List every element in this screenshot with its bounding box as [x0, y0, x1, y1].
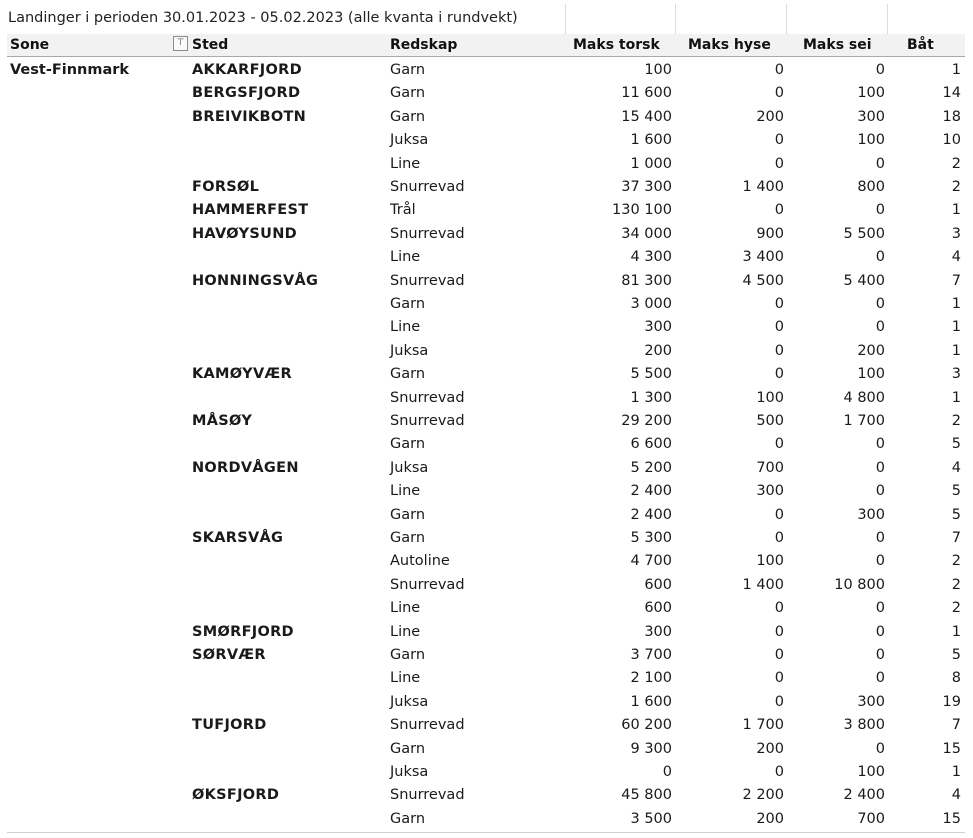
- maks-sei-cell: 5 400: [843, 272, 885, 289]
- maks-torsk-cell: 5 500: [630, 366, 672, 383]
- maks-hyse-cell: 0: [774, 506, 784, 523]
- maks-sei-cell: 0: [875, 155, 885, 172]
- bat-cell: 2: [951, 600, 961, 617]
- redskap-cell: Snurrevad: [390, 576, 465, 593]
- sted-cell: MÅSØY: [192, 413, 253, 429]
- bat-cell: 1: [951, 764, 961, 780]
- bat-cell: 5: [951, 483, 961, 500]
- sted-cell: AKKARFJORD: [192, 62, 302, 78]
- sted-cell: SKARSVÅG: [192, 530, 284, 546]
- maks-torsk-cell: 9 300: [630, 740, 672, 757]
- bat-cell: 1: [951, 319, 961, 336]
- maks-hyse-cell: 2 200: [742, 787, 784, 804]
- maks-hyse-cell: 0: [774, 155, 784, 172]
- maks-sei-cell: 0: [875, 249, 885, 266]
- bat-cell: 5: [951, 506, 961, 523]
- maks-torsk-cell: 3 700: [630, 647, 672, 663]
- redskap-cell: Garn: [390, 506, 426, 523]
- maks-sei-cell: 0: [875, 436, 885, 453]
- maks-hyse-cell: 200: [756, 740, 784, 757]
- maks-hyse-cell: 0: [774, 647, 784, 663]
- redskap-cell: Garn: [390, 108, 426, 125]
- maks-torsk-cell: 0: [662, 764, 672, 780]
- cell-divider: [786, 4, 787, 34]
- cell-divider: [887, 4, 888, 34]
- column-header-maks-hyse[interactable]: Maks hyse: [688, 37, 771, 53]
- bat-cell: 1: [951, 62, 961, 78]
- bat-cell: 4: [951, 787, 961, 804]
- bat-cell: 10: [942, 132, 961, 149]
- maks-torsk-cell: 4 300: [630, 249, 672, 266]
- redskap-cell: Garn: [390, 296, 426, 312]
- table-row[interactable]: [7, 644, 965, 667]
- table-row[interactable]: [7, 59, 965, 82]
- table-row[interactable]: [7, 387, 965, 410]
- bat-cell: 19: [942, 693, 961, 710]
- maks-sei-cell: 4 800: [843, 389, 885, 406]
- redskap-cell: Line: [390, 623, 421, 640]
- maks-sei-cell: 100: [857, 366, 885, 383]
- table-row[interactable]: [7, 527, 965, 550]
- bat-cell: 2: [951, 576, 961, 593]
- bat-cell: 8: [951, 670, 961, 687]
- maks-torsk-cell: 60 200: [621, 717, 672, 734]
- table-row[interactable]: [7, 550, 965, 573]
- table-bottom-border: [7, 832, 965, 833]
- maks-torsk-cell: 200: [644, 342, 672, 359]
- table-row[interactable]: [7, 176, 965, 199]
- column-header-sone[interactable]: Sone: [10, 37, 50, 53]
- table-row[interactable]: [7, 808, 965, 831]
- sted-cell: BERGSFJORD: [192, 85, 301, 102]
- table-row[interactable]: [7, 738, 965, 761]
- maks-torsk-cell: 600: [644, 576, 672, 593]
- maks-sei-cell: 0: [875, 623, 885, 640]
- redskap-cell: Autoline: [390, 553, 450, 570]
- maks-hyse-cell: 4 500: [742, 272, 784, 289]
- maks-hyse-cell: 200: [756, 810, 784, 827]
- redskap-cell: Line: [390, 155, 421, 172]
- table-row[interactable]: [7, 129, 965, 152]
- table-row[interactable]: [7, 270, 965, 293]
- maks-hyse-cell: 1 700: [742, 717, 784, 734]
- maks-torsk-cell: 300: [644, 623, 672, 640]
- table-row[interactable]: [7, 761, 965, 784]
- maks-hyse-cell: 100: [756, 553, 784, 570]
- maks-torsk-cell: 45 800: [621, 787, 672, 804]
- sted-cell: FORSØL: [192, 179, 260, 195]
- maks-sei-cell: 0: [875, 296, 885, 312]
- sted-cell: HAVØYSUND: [192, 225, 297, 242]
- redskap-cell: Snurrevad: [390, 272, 465, 289]
- maks-hyse-cell: 500: [756, 413, 784, 429]
- maks-sei-cell: 3 800: [843, 717, 885, 734]
- bat-cell: 3: [951, 225, 961, 242]
- table-row[interactable]: [7, 199, 965, 222]
- redskap-cell: Juksa: [390, 693, 429, 710]
- maks-torsk-cell: 15 400: [621, 108, 672, 125]
- maks-sei-cell: 0: [875, 553, 885, 570]
- maks-sei-cell: 10 800: [834, 576, 885, 593]
- maks-hyse-cell: 0: [774, 62, 784, 78]
- maks-sei-cell: 300: [857, 108, 885, 125]
- maks-torsk-cell: 37 300: [621, 179, 672, 195]
- redskap-cell: Garn: [390, 740, 426, 757]
- maks-hyse-cell: 0: [774, 342, 784, 359]
- table-header: [7, 34, 965, 57]
- maks-hyse-cell: 200: [756, 108, 784, 125]
- bat-cell: 5: [951, 647, 961, 663]
- maks-torsk-cell: 600: [644, 600, 672, 617]
- bat-cell: 1: [951, 389, 961, 406]
- maks-hyse-cell: 0: [774, 85, 784, 102]
- sted-cell: HAMMERFEST: [192, 202, 309, 219]
- maks-hyse-cell: 0: [774, 366, 784, 383]
- maks-sei-cell: 100: [857, 764, 885, 780]
- sted-cell: SMØRFJORD: [192, 623, 294, 640]
- redskap-cell: Snurrevad: [390, 225, 465, 242]
- bat-cell: 5: [951, 436, 961, 453]
- maks-hyse-cell: 0: [774, 296, 784, 312]
- maks-torsk-cell: 2 100: [630, 670, 672, 687]
- maks-torsk-cell: 1 000: [630, 155, 672, 172]
- maks-torsk-cell: 300: [644, 319, 672, 336]
- table-row[interactable]: [7, 340, 965, 363]
- redskap-cell: Juksa: [390, 764, 429, 780]
- redskap-cell: Snurrevad: [390, 717, 465, 734]
- maks-sei-cell: 0: [875, 483, 885, 500]
- column-header-sted[interactable]: Sted: [192, 37, 229, 53]
- redskap-cell: Juksa: [390, 132, 429, 149]
- sted-cell: KAMØYVÆR: [192, 366, 292, 383]
- maks-hyse-cell: 300: [756, 483, 784, 500]
- maks-sei-cell: 2 400: [843, 787, 885, 804]
- bat-cell: 7: [951, 272, 961, 289]
- bat-cell: 1: [951, 623, 961, 640]
- table-row[interactable]: [7, 153, 965, 176]
- maks-torsk-cell: 5 300: [630, 530, 672, 546]
- sone-cell: Vest-Finnmark: [10, 62, 130, 78]
- table-row[interactable]: [7, 293, 965, 316]
- sted-cell: NORDVÅGEN: [192, 459, 299, 476]
- table-row[interactable]: [7, 457, 965, 480]
- maks-hyse-cell: 0: [774, 623, 784, 640]
- column-header-bat[interactable]: Båt: [907, 37, 934, 53]
- table-row[interactable]: [7, 106, 965, 129]
- bat-cell: 2: [951, 413, 961, 429]
- redskap-cell: Line: [390, 670, 421, 687]
- maks-sei-cell: 800: [857, 179, 885, 195]
- maks-sei-cell: 0: [875, 600, 885, 617]
- maks-hyse-cell: 0: [774, 693, 784, 710]
- maks-torsk-cell: 5 200: [630, 459, 672, 476]
- maks-hyse-cell: 0: [774, 202, 784, 219]
- redskap-cell: Snurrevad: [390, 179, 465, 195]
- bat-cell: 4: [951, 249, 961, 266]
- maks-torsk-cell: 4 700: [630, 553, 672, 570]
- maks-hyse-cell: 3 400: [742, 249, 784, 266]
- table-row[interactable]: [7, 667, 965, 690]
- maks-sei-cell: 300: [857, 693, 885, 710]
- table-row[interactable]: [7, 691, 965, 714]
- maks-torsk-cell: 29 200: [621, 413, 672, 429]
- bat-cell: 15: [942, 740, 961, 757]
- bat-cell: 2: [951, 179, 961, 195]
- maks-torsk-cell: 2 400: [630, 506, 672, 523]
- cell-divider: [565, 4, 566, 34]
- maks-torsk-cell: 3 000: [630, 296, 672, 312]
- maks-sei-cell: 100: [857, 85, 885, 102]
- table-row[interactable]: [7, 363, 965, 386]
- maks-sei-cell: 0: [875, 62, 885, 78]
- maks-torsk-cell: 2 400: [630, 483, 672, 500]
- maks-hyse-cell: 100: [756, 389, 784, 406]
- bat-cell: 7: [951, 530, 961, 546]
- sted-cell: SØRVÆR: [192, 647, 266, 663]
- maks-hyse-cell: 0: [774, 436, 784, 453]
- maks-sei-cell: 5 500: [843, 225, 885, 242]
- cell-divider: [675, 4, 676, 34]
- maks-torsk-cell: 100: [644, 62, 672, 78]
- redskap-cell: Snurrevad: [390, 413, 465, 429]
- bat-cell: 2: [951, 553, 961, 570]
- maks-sei-cell: 0: [875, 319, 885, 336]
- table-row[interactable]: [7, 574, 965, 597]
- bat-cell: 18: [942, 108, 961, 125]
- redskap-cell: Line: [390, 249, 421, 266]
- redskap-cell: Juksa: [390, 459, 429, 476]
- redskap-cell: Garn: [390, 647, 426, 663]
- maks-sei-cell: 300: [857, 506, 885, 523]
- maks-torsk-cell: 130 100: [612, 202, 672, 219]
- redskap-cell: Garn: [390, 810, 426, 827]
- table-row[interactable]: [7, 597, 965, 620]
- redskap-cell: Garn: [390, 62, 426, 78]
- maks-hyse-cell: 0: [774, 600, 784, 617]
- sted-cell: BREIVIKBOTN: [192, 108, 307, 125]
- bat-cell: 4: [951, 459, 961, 476]
- table-row[interactable]: [7, 223, 965, 246]
- maks-torsk-cell: 1 300: [630, 389, 672, 406]
- redskap-cell: Trål: [390, 202, 416, 219]
- table-row[interactable]: [7, 433, 965, 456]
- maks-hyse-cell: 0: [774, 530, 784, 546]
- column-header-redskap[interactable]: Redskap: [390, 37, 458, 53]
- sted-cell: TUFJORD: [192, 717, 267, 734]
- table-row[interactable]: [7, 246, 965, 269]
- bat-cell: 14: [942, 85, 961, 102]
- redskap-cell: Garn: [390, 530, 426, 546]
- bat-cell: 1: [951, 202, 961, 219]
- report-title: Landinger i perioden 30.01.2023 - 05.02.2023 (alle kvanta i rundvekt): [8, 10, 518, 26]
- table-row[interactable]: [7, 504, 965, 527]
- maks-torsk-cell: 6 600: [630, 436, 672, 453]
- maks-hyse-cell: 0: [774, 670, 784, 687]
- redskap-cell: Line: [390, 483, 421, 500]
- maks-hyse-cell: 700: [756, 459, 784, 476]
- maks-torsk-cell: 81 300: [621, 272, 672, 289]
- maks-sei-cell: 700: [857, 810, 885, 827]
- maks-sei-cell: 200: [857, 342, 885, 359]
- maks-torsk-cell: 11 600: [621, 85, 672, 102]
- sted-cell: HONNINGSVÅG: [192, 272, 319, 289]
- redskap-cell: Garn: [390, 366, 426, 383]
- table-row[interactable]: [7, 784, 965, 807]
- bat-cell: 3: [951, 366, 961, 383]
- maks-sei-cell: 0: [875, 670, 885, 687]
- maks-sei-cell: 0: [875, 459, 885, 476]
- maks-hyse-cell: 1 400: [742, 179, 784, 195]
- column-header-maks-torsk[interactable]: Maks torsk: [573, 37, 660, 53]
- table-row[interactable]: [7, 410, 965, 433]
- bat-cell: 15: [942, 810, 961, 827]
- table-row[interactable]: [7, 480, 965, 503]
- redskap-cell: Garn: [390, 85, 426, 102]
- maks-sei-cell: 0: [875, 202, 885, 219]
- redskap-cell: Snurrevad: [390, 389, 465, 406]
- maks-hyse-cell: 1 400: [742, 576, 784, 593]
- redskap-cell: Line: [390, 319, 421, 336]
- maks-hyse-cell: 0: [774, 132, 784, 149]
- redskap-cell: Garn: [390, 436, 426, 453]
- maks-torsk-cell: 1 600: [630, 693, 672, 710]
- redskap-cell: Snurrevad: [390, 787, 465, 804]
- sted-cell: ØKSFJORD: [192, 787, 280, 804]
- table-row[interactable]: [7, 621, 965, 644]
- maks-sei-cell: 0: [875, 647, 885, 663]
- maks-torsk-cell: 34 000: [621, 225, 672, 242]
- maks-torsk-cell: 1 600: [630, 132, 672, 149]
- bat-cell: 1: [951, 342, 961, 359]
- bat-cell: 2: [951, 155, 961, 172]
- maks-sei-cell: 0: [875, 530, 885, 546]
- maks-hyse-cell: 900: [756, 225, 784, 242]
- maks-hyse-cell: 0: [774, 319, 784, 336]
- maks-hyse-cell: 0: [774, 764, 784, 780]
- maks-sei-cell: 0: [875, 740, 885, 757]
- table-row[interactable]: [7, 714, 965, 737]
- filter-icon[interactable]: ⊤: [173, 36, 188, 51]
- table-row[interactable]: [7, 82, 965, 105]
- column-header-maks-sei[interactable]: Maks sei: [803, 37, 872, 53]
- bat-cell: 1: [951, 296, 961, 312]
- bat-cell: 7: [951, 717, 961, 734]
- maks-sei-cell: 1 700: [843, 413, 885, 429]
- maks-sei-cell: 100: [857, 132, 885, 149]
- redskap-cell: Line: [390, 600, 421, 617]
- redskap-cell: Juksa: [390, 342, 429, 359]
- table-row[interactable]: [7, 316, 965, 339]
- maks-torsk-cell: 3 500: [630, 810, 672, 827]
